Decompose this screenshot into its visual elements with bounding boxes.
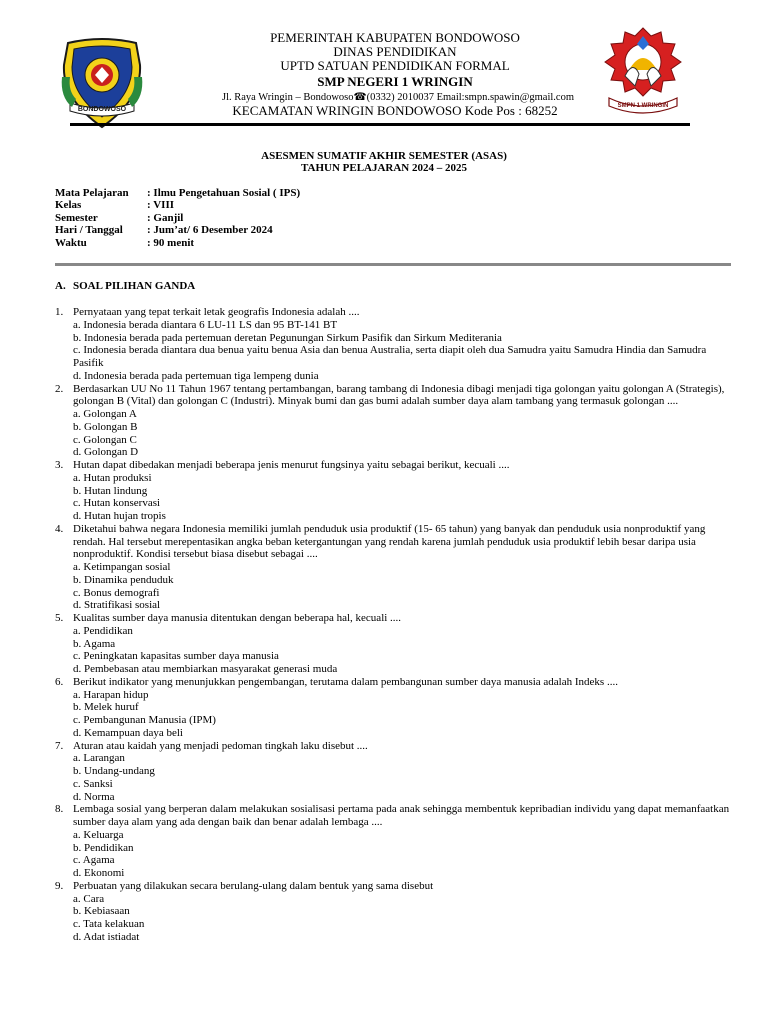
question-number: 5. xyxy=(55,612,64,624)
question xyxy=(55,306,735,383)
answer-option: b. Pendidikan xyxy=(73,841,134,854)
question-text: Berdasarkan UU No 11 Tahun 1967 tentang pertambangan, barang tambang di Indonesia dibagi menjadi tiga golongan yaitu golongan A (Strategis), golongan B (Vital) dan golongan C (Industri). Minyak bumi dan gas bumi adalah sumber daya alam tambang yang termasuk golongan .... xyxy=(73,382,725,408)
info-label: Kelas xyxy=(55,199,82,212)
info-row xyxy=(55,199,300,211)
info-value: : VIII xyxy=(147,199,175,212)
question xyxy=(55,612,735,676)
info-value: : Jum’at/ 6 Desember 2024 xyxy=(147,224,273,237)
answer-option: a. Indonesia berada diantara 6 LU-11 LS dan 95 BT-141 BT xyxy=(73,318,338,331)
letterhead-divider xyxy=(70,123,690,126)
answer-option: d. Golongan D xyxy=(73,446,139,459)
info-row xyxy=(55,237,300,249)
question-number: 3. xyxy=(55,459,64,471)
answer-option: a. Harapan hidup xyxy=(73,688,149,701)
question-number: 4. xyxy=(55,522,64,535)
answer-option: b. Dinamika penduduk xyxy=(73,573,174,586)
question-text: Hutan dapat dibedakan menjadi beberapa jenis menurut fungsinya yaitu sebagai berikut, kecuali .... xyxy=(73,459,510,471)
question-number: 8. xyxy=(55,803,64,816)
school-address: Jl. Raya Wringin – Bondowoso☎(0332) 2010037 Email:smpn.spawin@gmail.com xyxy=(222,92,574,103)
school-logo xyxy=(603,24,683,116)
question-text: Perbuatan yang dilakukan secara berulang-ulang dalam bentuk yang sama disebut xyxy=(73,879,434,892)
section-divider xyxy=(55,263,731,266)
answer-option: c. Agama xyxy=(73,854,115,867)
answer-option: c. Sanksi xyxy=(73,777,113,790)
question-number: 1. xyxy=(55,306,64,318)
question-number: 7. xyxy=(55,739,64,752)
answer-option: b. Undang-undang xyxy=(73,765,155,777)
svg-text:SMPN 1 WRINGIN: SMPN 1 WRINGIN xyxy=(617,103,669,109)
answer-option: a. Ketimpangan sosial xyxy=(73,561,171,573)
info-label: Semester xyxy=(55,211,98,224)
answer-option: c. Golongan C xyxy=(73,433,137,446)
answer-option: c. Indonesia berada diantara dua benua yaitu benua Asia dan benua Australia, serta diapit oleh dua Samudra yaitu Samudra Hindia dan Samudra Pasifik xyxy=(73,344,707,369)
svg-text:BONDOWOSO: BONDOWOSO xyxy=(77,106,127,113)
question-number: 2. xyxy=(55,382,64,395)
answer-option: b. Golongan B xyxy=(73,420,138,433)
info-row xyxy=(55,187,300,199)
exam-title: ASESMEN SUMATIF AKHIR SEMESTER (ASAS) xyxy=(261,150,507,162)
info-label: Waktu xyxy=(55,236,87,249)
question xyxy=(55,803,735,880)
info-value: : 90 menit xyxy=(147,236,195,249)
letterhead xyxy=(0,0,768,125)
answer-option: c. Pembangunan Manusia (IPM) xyxy=(73,714,216,726)
question xyxy=(55,383,735,460)
answer-option: c. Peningkatan kapasitas sumber daya manusia xyxy=(73,650,279,663)
question-text: Berikut indikator yang menunjukkan pengembangan, terutama dalam pembangunan sumber daya manusia adalah Indeks .... xyxy=(73,675,618,688)
question xyxy=(55,459,735,523)
academic-year: TAHUN PELAJARAN 2024 – 2025 xyxy=(300,162,468,174)
answer-option: d. Stratifikasi sosial xyxy=(73,599,161,612)
question xyxy=(55,523,735,612)
question-list xyxy=(55,306,735,944)
question xyxy=(55,676,735,740)
section-heading xyxy=(55,280,195,292)
question-text: Lembaga sosial yang berperan dalam melakukan sosialisasi pertama pada anak sehingga membentuk kepribadian individu yang dapat memanfaatkan sumber daya alam yang ada dengan baik dan benar adalah lembaga .... xyxy=(73,803,730,828)
answer-option: d. Norma xyxy=(73,790,115,803)
school-name: SMP NEGERI 1 WRINGIN xyxy=(317,74,473,89)
answer-option: d. Ekonomi xyxy=(73,867,125,879)
answer-option: b. Kebiasaan xyxy=(73,905,130,918)
answer-option: d. Kemampuan daya beli xyxy=(73,726,183,739)
question-text: Pernyataan yang tepat terkait letak geografis Indonesia adalah .... xyxy=(73,306,360,318)
answer-option: b. Indonesia berada pada pertemuan deretan Pegunungan Sirkum Pasifik dan Sirkum Mediterania xyxy=(73,331,502,344)
answer-option: b. Agama xyxy=(73,637,116,650)
section-title: SOAL PILIHAN GANDA xyxy=(73,280,196,292)
question xyxy=(55,880,735,944)
answer-option: d. Indonesia berada pada pertemuan tiga lempeng dunia xyxy=(73,369,319,382)
answer-option: b. Melek huruf xyxy=(73,701,139,714)
answer-option: a. Golongan A xyxy=(73,408,137,420)
info-row xyxy=(55,224,300,236)
answer-option: a. Hutan produksi xyxy=(73,471,152,484)
bondowoso-regency-logo xyxy=(60,37,144,129)
unit-name: UPTD SATUAN PENDIDIKAN FORMAL xyxy=(280,58,510,73)
answer-option: a. Larangan xyxy=(73,752,125,765)
answer-option: a. Pendidikan xyxy=(73,624,133,637)
answer-option: a. Keluarga xyxy=(73,828,124,841)
answer-option: c. Hutan konservasi xyxy=(73,497,161,510)
answer-option: a. Cara xyxy=(73,892,105,905)
question-number: 6. xyxy=(55,675,64,688)
question-text: Aturan atau kaidah yang menjadi pedoman tingkah laku disebut .... xyxy=(73,739,368,752)
agency-name: DINAS PENDIDIKAN xyxy=(333,44,457,59)
answer-option: d. Adat istiadat xyxy=(73,930,140,943)
exam-info xyxy=(55,187,300,249)
district-postcode: KECAMATAN WRINGIN BONDOWOSO Kode Pos : 68252 xyxy=(232,103,558,118)
info-value: : Ganjil xyxy=(147,211,184,224)
answer-option: c. Bonus demografi xyxy=(73,586,160,599)
answer-option: c. Tata kelakuan xyxy=(73,918,145,930)
answer-option: d. Pembebasan atau membiarkan masyarakat generasi muda xyxy=(73,663,338,675)
info-row xyxy=(55,212,300,224)
info-label: Hari / Tanggal xyxy=(55,224,123,237)
answer-option: d. Hutan hujan tropis xyxy=(73,510,166,522)
question-text: Kualitas sumber daya manusia ditentukan dengan beberapa hal, kecuali .... xyxy=(73,612,402,624)
question-number: 9. xyxy=(55,879,64,892)
section-number: A. xyxy=(55,280,66,292)
question xyxy=(55,740,735,804)
govt-name: PEMERINTAH KABUPATEN BONDOWOSO xyxy=(270,30,520,45)
answer-option: b. Hutan lindung xyxy=(73,484,148,497)
info-value: : Ilmu Pengetahuan Sosial ( IPS) xyxy=(147,187,301,199)
question-text: Diketahui bahwa negara Indonesia memiliki jumlah penduduk usia produktif (15- 65 tahun) yang banyak dan penduduk usia nonproduktif yang rendah. Hal tersebut merepentasikan angka beban ketergantungan yang rendah karena jumlah penduduk usia produktif lebih besar daripa usia nonproduktif. Kondisi tersebut biasa disebut sebagai .... xyxy=(73,522,706,561)
info-label: Mata Pelajaran xyxy=(55,187,129,199)
